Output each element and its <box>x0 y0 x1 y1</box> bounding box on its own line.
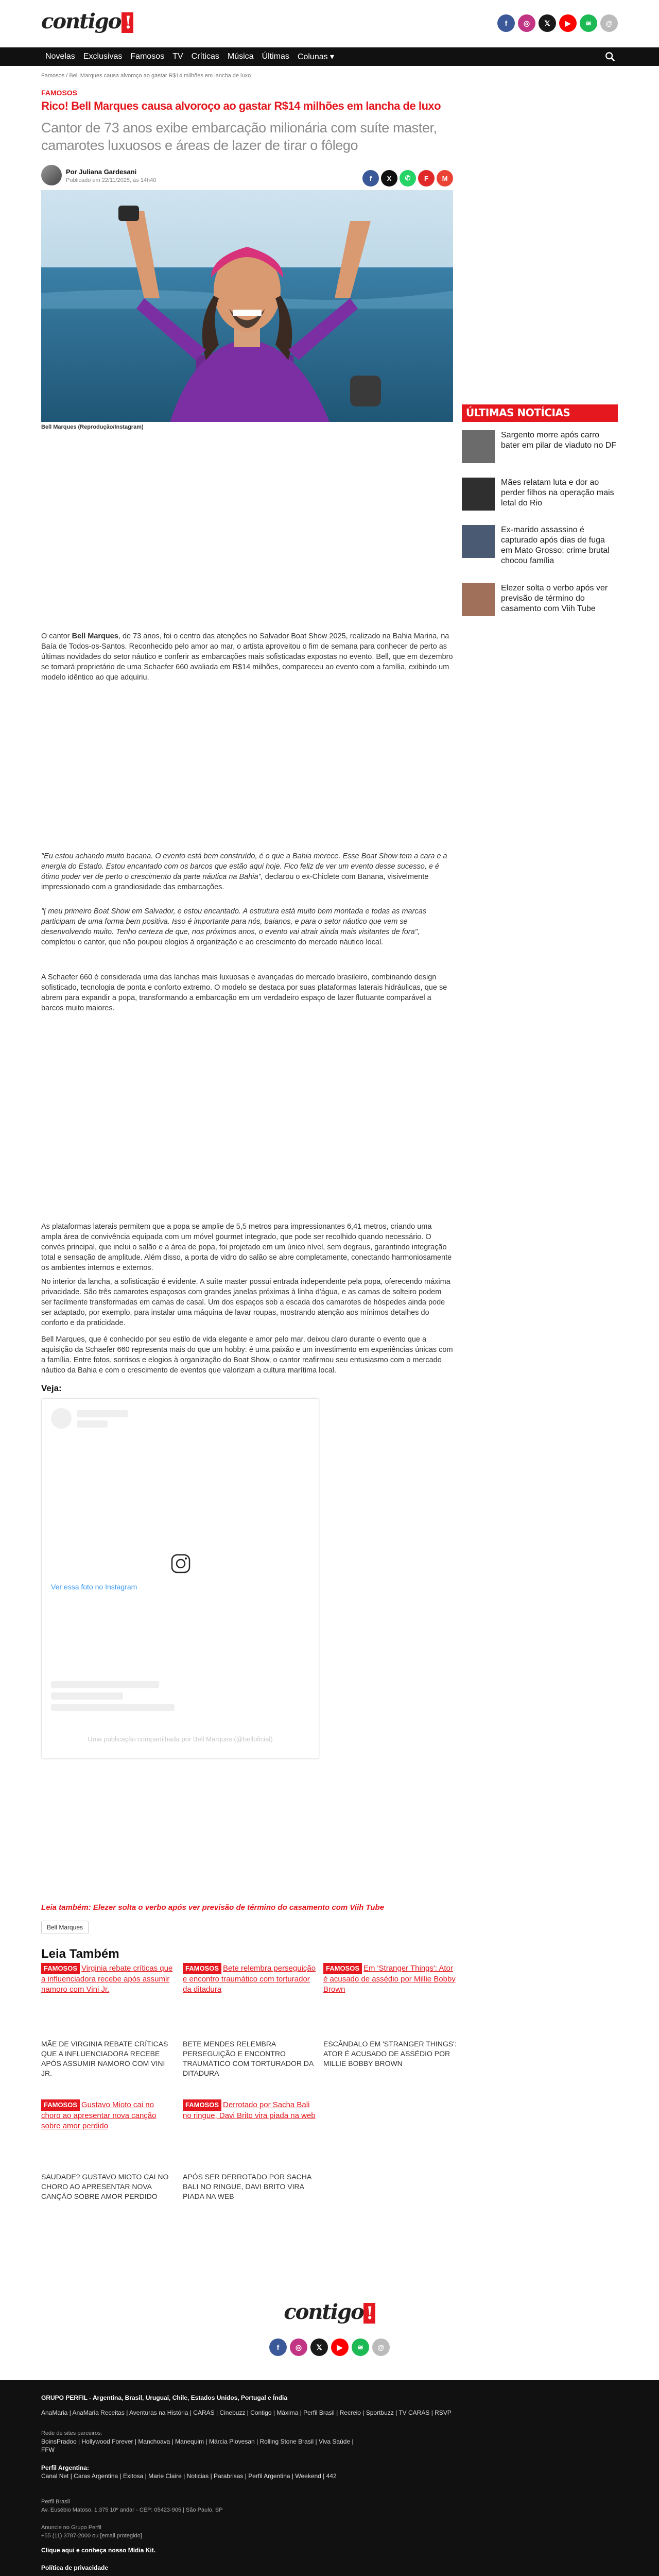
author-row <box>41 164 453 190</box>
sidebar-news-thumb <box>462 478 495 511</box>
threads-icon[interactable]: @ <box>600 14 618 32</box>
x-share-icon[interactable]: X <box>381 170 397 187</box>
sidebar-news-title[interactable]: Mães relatam luta e dor ao perder filhos na operação mais letal do Rio <box>501 478 614 507</box>
footer-ads-label: Anuncie no Grupo Perfil <box>41 2524 101 2531</box>
related-card[interactable] <box>41 1963 175 1995</box>
related-kicker[interactable]: Gustavo Mioto cai no choro ao apresentar nova canção sobre amor perdido <box>41 2100 157 2130</box>
related-card[interactable] <box>323 1963 457 1995</box>
related-title[interactable]: APÓS SER DERROTADO POR SACHA BALI NO RINGUE, DAVI BRITO VIRA PIADA NA WEB <box>183 2173 311 2200</box>
facebook-icon[interactable]: f <box>269 2338 287 2356</box>
footer-group: GRUPO PERFIL - Argentina, Brasil, Uruguai, Chile, Estados Unidos, Portugal e Índia <box>41 2394 288 2401</box>
spotify-icon[interactable]: ≋ <box>580 14 597 32</box>
related-kicker[interactable]: Em 'Stranger Things': Ator é acusado de assédio por Millie Bobby Brown <box>323 1964 456 1994</box>
search-icon[interactable] <box>604 51 616 62</box>
instagram-view-link[interactable]: Ver essa foto no Instagram <box>51 1583 137 1591</box>
leia-tambem-title: Leia Também <box>41 1947 119 1961</box>
site-logo[interactable]: contigo ! <box>41 9 133 33</box>
placeholder-bar <box>51 1681 159 1688</box>
header-socials <box>497 14 618 32</box>
article-paragraph: As plataformas laterais permitem que a popa se amplie de 5,5 metros para impressionantes 6,41 metros, criando uma ampla área de convivência equipada com um móvel gourmet integrado, que pode ser recolhido quando necessário. O convés principal, que inclui o salão e a área de popa, foi projetado em um único nível, sem degraus, garantindo integração total e sensação de amplitude. Além disso, a porta de vidro do salão se abre completamente, conectando harmoniosamente os ambientes internos e externos. <box>41 1223 452 1272</box>
related-kicker[interactable]: Derrotado por Sacha Bali no ringue, Davi Brito vira piada na web <box>183 2100 316 2120</box>
footer-partners-label: Rede de sites parceiros: <box>41 2430 102 2436</box>
article-paragraph: No interior da lancha, a sofisticação é evidente. A suíte master possui entrada independente pela popa, oferecendo máxima privacidade. São três camarotes espaçosos com grandes janelas próximas à linha d'água, e as camas de solteiro podem ser facilmente transformadas em camas de casal. Um dos espaços sob a escada dos camarotes de hóspedes ainda pode ser adaptado, por exemplo, para instalar uma máquina de lavar roupas, mostrando atenção aos mínimos detalhes do conforto e da praticidade. <box>41 1278 450 1327</box>
hero-image <box>41 190 453 422</box>
footer-brands[interactable]: AnaMaria | AnaMaria Receitas | Aventuras na História | CARAS | Cinebuzz | Contigo | Máxima | Perfil Brasil | Recreio | Sportbuzz | TV CARAS | RSVP <box>41 2409 452 2416</box>
placeholder-bar <box>77 1410 128 1417</box>
article-paragraph: "[ meu primeiro Boat Show em Salvador, e estou encantado. A estrutura está muito bem montada e todas as marcas participam de uma forma bem positiva. Isso é importante para nós, baianos, e para o setor náutico que vem se desenvolvendo muito. Tenho certeza de que, nos próximos anos, o evento vai atrair ainda mais visitantes de fora", completou o cantor, que não poupou elogios à organização e ao crescimento do mercado náutico local. <box>41 907 426 946</box>
nav-item-colunas[interactable]: Colunas ▾ <box>297 53 335 61</box>
youtube-icon[interactable]: ▶ <box>559 14 577 32</box>
spotify-icon[interactable]: ≋ <box>352 2338 369 2356</box>
related-title[interactable]: ESCÂNDALO EM 'STRANGER THINGS': ATOR É ACUSADO DE ASSÉDIO POR MILLIE BOBBY BROWN <box>323 2040 457 2067</box>
related-title[interactable]: MÃE DE VIRGINIA REBATE CRÍTICAS QUE A INFLUENCIADORA RECEBE APÓS ASSUMIR NAMORO COM VINI JR. <box>41 2040 168 2077</box>
footer-partners[interactable]: BoinsPradoo | Hollywood Forever | Manchoava | Manequim | Márcia Piovesan | Rolling Stone Brasil | Viva Saúde | FFW <box>41 2438 354 2453</box>
related-title[interactable]: BETE MENDES RELEMBRA PERSEGUIÇÃO E ENCONTRO TRAUMÁTICO COM TORTURADOR DA DITADURA <box>183 2040 314 2077</box>
related-kicker[interactable]: Virginia rebate críticas que a influenciadora recebe após assumir namoro com Vini Jr. <box>41 1964 173 1994</box>
nav-item-tv[interactable]: TV <box>172 52 183 61</box>
breadcrumb[interactable]: Famosos / Bell Marques causa alvoroço ao gastar R$14 milhões em lancha de luxo <box>41 73 251 79</box>
category-badge: FAMOSOS <box>183 2099 221 2111</box>
site-footer <box>0 2380 659 2576</box>
nav-item-ultimas[interactable]: Últimas <box>262 52 289 61</box>
section-label[interactable]: FAMOSOS <box>41 89 78 97</box>
nav-item-musica[interactable]: Música <box>227 52 254 61</box>
article-paragraph: "Eu estou achando muito bacana. O evento está bem construído, é o que a Bahia merece. Esse Boat Show tem a cara e a energia do Estado. Estou encantado com os barcos que estão aqui hoje. Fico feliz de ver um evento desse sucesso, e é ótimo poder ver de perto o crescimento da parte náutica na Bahia", declarou o ex-Chiclete com Banana, visivelmente impressionado com a grandiosidade das embarcações. <box>41 852 447 891</box>
related-title[interactable]: SAUDADE? GUSTAVO MIOTO CAI NO CHORO AO APRESENTAR NOVA CANÇÃO SOBRE AMOR PERDIDO <box>41 2173 169 2200</box>
instagram-icon <box>170 1553 191 1574</box>
footer-logo[interactable]: contigo ! <box>0 2300 659 2324</box>
youtube-icon[interactable]: ▶ <box>331 2338 349 2356</box>
nav-item-famosos[interactable]: Famosos <box>130 52 165 61</box>
flipboard-share-icon[interactable]: F <box>418 170 435 187</box>
share-buttons <box>362 170 453 187</box>
footer-brasil-label: Perfil Brasil <box>41 2499 70 2505</box>
category-badge: FAMOSOS <box>183 1963 221 1974</box>
instagram-icon[interactable]: ◎ <box>290 2338 307 2356</box>
veja-heading: Veja: <box>41 1383 62 1393</box>
sidebar-news-thumb <box>462 583 495 616</box>
nav-item-criticas[interactable]: Críticas <box>191 52 219 61</box>
category-badge: FAMOSOS <box>323 1963 362 1974</box>
footer-address: Av. Eusébio Matoso, 1.375 10º andar - CEP: 05423-905 | São Paulo, SP <box>41 2507 223 2513</box>
whatsapp-share-icon[interactable]: ✆ <box>400 170 416 187</box>
article-subtitle: Cantor de 73 anos exibe embarcação milionária com suíte master, camarotes luxuosos e áreas de lazer de tirar o fôlego <box>41 120 437 153</box>
related-kicker[interactable]: Bete relembra perseguição e encontro traumático com torturador da ditadura <box>183 1964 316 1994</box>
main-nav <box>0 47 659 66</box>
footer-ads-contact[interactable]: +55 (11) 3787-2000 ou [email protegido] <box>41 2533 142 2539</box>
x-icon[interactable]: 𝕏 <box>310 2338 328 2356</box>
article-paragraph: A Schaefer 660 é considerada uma das lanchas mais luxuosas e avançadas do mercado brasileiro, combinando design sofisticado, tecnologia de ponta e conforto extremo. O modelo se destaca por suas plataformas laterais hidráulicas, que se abrem para expandir a popa, transformando a embarcação em um verdadeiro espaço de lazer flutuante comparável a barcos muito maiores. <box>41 973 447 1012</box>
category-badge: FAMOSOS <box>41 2099 80 2111</box>
placeholder-bar <box>51 1704 175 1711</box>
sidebar-news-item[interactable] <box>462 583 618 620</box>
article-paragraph: O cantor Bell Marques, de 73 anos, foi o centro das atenções no Salvador Boat Show 2025, realizado na Bahia Marina, na Baía de Todos-os-Santos. Reconhecido pelo amor ao mar, o artista aproveitou o fim de semana para conhecer de perto as últimas novidades do setor náutico e conferir as embarcações mais sofisticadas expostas no evento. Bell, que em dezembro se tornará proprietário de uma Schaefer 660 avaliada em R$14 milhões, compareceu ao evento com a família, exibindo um modelo idêntico ao que adquiriu. <box>41 632 453 682</box>
placeholder-bar <box>51 1692 123 1700</box>
facebook-icon[interactable]: f <box>497 14 515 32</box>
footer-argentina[interactable]: Canal Net | Caras Argentina | Exitosa | Marie Claire | Noticias | Parabrisas | Perfil Argentina | Weekend | 442 <box>41 2472 337 2480</box>
threads-icon[interactable]: @ <box>372 2338 390 2356</box>
nav-item-exclusivas[interactable]: Exclusivas <box>83 52 123 61</box>
image-caption: Bell Marques (Reprodução/Instagram) <box>41 424 144 430</box>
sidebar-news-title[interactable]: Ex-marido assassino é capturado após dias de fuga em Mato Grosso: crime brutal chocou família <box>501 526 610 565</box>
instagram-avatar-placeholder <box>51 1408 72 1429</box>
x-icon[interactable]: 𝕏 <box>539 14 556 32</box>
sidebar-news-item[interactable] <box>462 525 618 565</box>
related-card[interactable] <box>183 1963 317 1995</box>
author-name[interactable]: Por Juliana Gardesani <box>66 168 137 176</box>
facebook-share-icon[interactable]: f <box>362 170 379 187</box>
tag-bell-marques[interactable]: Bell Marques <box>41 1921 89 1934</box>
publish-date: Publicado em 22/11/2025, às 14h40 <box>66 177 157 183</box>
sidebar-news-thumb <box>462 430 495 463</box>
leia-tambem-link[interactable]: Leia também: Elezer solta o verbo após ver previsão de término do casamento com Viih Tube <box>41 1903 385 1912</box>
footer-media-kit[interactable]: Clique aqui e conheça nosso Mídia Kit. <box>41 2547 156 2554</box>
placeholder-bar <box>77 1420 108 1428</box>
category-badge: FAMOSOS <box>41 1963 80 1974</box>
nav-item-novelas[interactable]: Novelas <box>45 52 75 61</box>
article-paragraph: Bell Marques, que é conhecido por seu estilo de vida elegante e amor pelo mar, deixou claro durante o evento que a aquisição da Schaefer 660 representa mais do que um hobby: é uma paixão e um investimento em experiências únicas com a família. Entre fotos, sorrisos e elogios à organização do Boat Show, o cantor reafirmou seu entusiasmo com o mercado náutico da Bahia e com o crescimento de eventos que valorizam a cultura marítima local. <box>41 1335 453 1375</box>
footer-socials <box>0 2338 659 2356</box>
sidebar-news-item[interactable] <box>462 430 618 467</box>
linked-name: Bell Marques <box>72 632 118 640</box>
sidebar-news-item[interactable] <box>462 478 618 515</box>
sidebar-title: ÚLTIMAS NOTÍCIAS <box>462 404 618 422</box>
sidebar-news-title[interactable]: Elezer solta o verbo após ver previsão de término do casamento com Viih Tube <box>501 584 608 613</box>
related-card[interactable] <box>183 2099 317 2121</box>
email-share-icon[interactable]: M <box>437 170 453 187</box>
instagram-footer[interactable]: Uma publicação compartilhada por Bell Marques (@belloficial) <box>88 1735 273 1743</box>
footer-privacy[interactable]: Política de privacidade <box>41 2564 109 2571</box>
footer-argentina-label: Perfil Argentina: <box>41 2464 89 2471</box>
instagram-icon[interactable]: ◎ <box>518 14 535 32</box>
article-headline: Rico! Bell Marques causa alvoroço ao gastar R$14 milhões em lancha de luxo <box>41 99 441 112</box>
author-avatar <box>41 165 62 185</box>
instagram-embed[interactable] <box>41 1398 319 1759</box>
sidebar-news-thumb <box>462 525 495 558</box>
related-card[interactable] <box>41 2099 175 2131</box>
sidebar-news-title[interactable]: Sargento morre após carro bater em pilar de viaduto no DF <box>501 431 617 450</box>
site-header <box>0 0 659 47</box>
